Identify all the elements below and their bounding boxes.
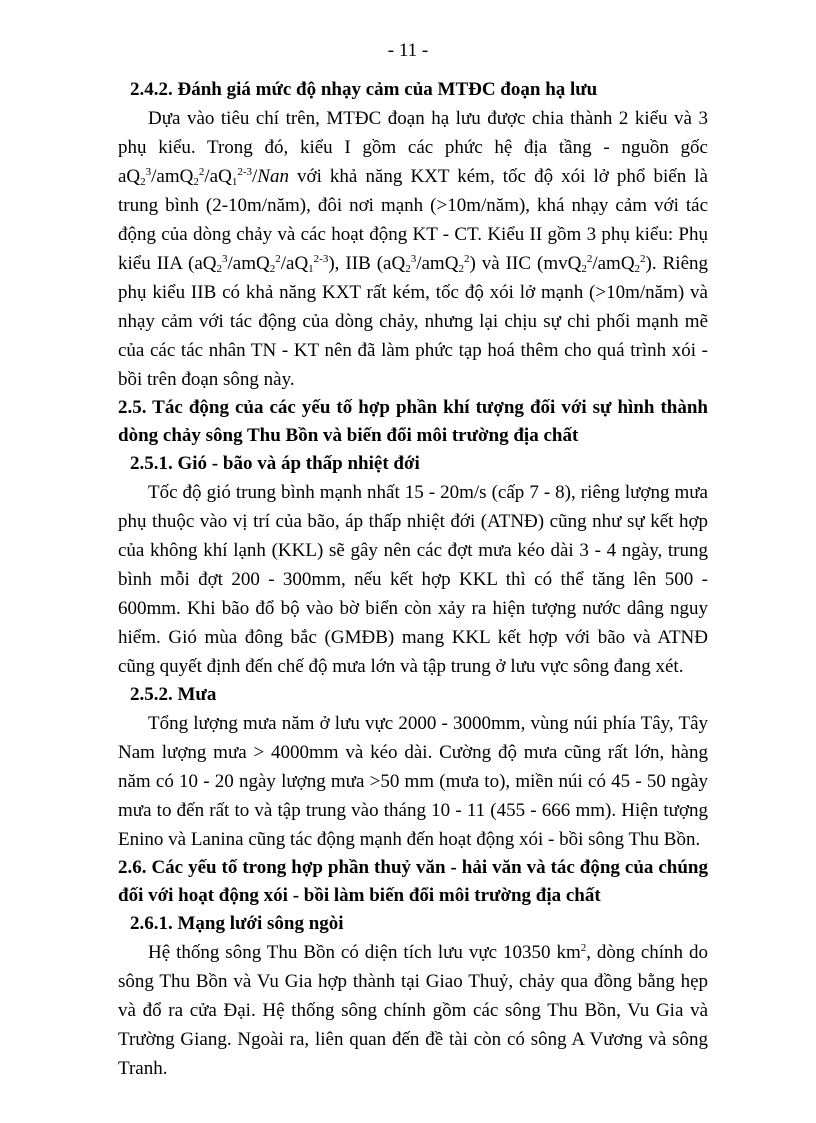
heading-2-5-2: 2.5.2. Mưa [130,684,217,705]
heading-2-6: 2.6. Các yếu tố trong hợp phần thuỷ văn - hải văn và tác động của chúng đối với hoạt động xói - bồi làm biến đổi môi trường địa chất [118,857,708,906]
superscript: 3 [410,253,417,265]
superscript: 2-3 [313,253,329,265]
superscript: 2-3 [237,166,252,178]
text-run: /aQ [280,253,309,274]
paragraph-river-network [118,938,708,1083]
page-number: - 11 - [387,40,429,61]
superscript: 3 [145,166,152,178]
superscript: 2 [275,253,281,265]
document-body [118,76,708,1083]
paragraph-wind-storm: Tốc độ gió trung bình mạnh nhất 15 - 20m/s (cấp 7 - 8), riêng lượng mưa phụ thuộc vào vị trí của bão, áp thấp nhiệt đới (ATNĐ) cũng như sự kết hợp của không khí lạnh (KKL) sẽ gây nên các đợt mưa kéo dài 3 - 4 ngày, trung bình mỗi đợt 200 - 300mm, nếu kết hợp KKL thì có thể tăng lên 500 - 600mm. Khi bão đổ bộ vào bờ biển còn xảy ra hiện tượng nước dâng nguy hiểm. Gió mùa đông bắc (GMĐB) mang KKL kết hợp với bão và ATNĐ cũng quyết định đến chế độ mưa lớn và tập trung ở lưu vực sông đang xét. [118,482,708,677]
subscript: 2 [581,263,587,275]
superscript: 3 [222,253,228,265]
text-run: ), IIB (aQ [328,253,406,274]
text-run: /amQ [592,253,635,274]
heading-2-6-1: 2.6.1. Mạng lưới sông ngòi [130,913,344,934]
text-run: /amQ [227,253,270,274]
subscript: 2 [269,263,276,275]
superscript: 2 [198,166,205,178]
superscript: 2 [586,253,593,265]
superscript: 2 [580,942,587,954]
subscript: 1 [231,176,238,188]
italic-text: Nan [257,166,289,187]
text-run: , dòng chính do sông Thu Bồn và Vu Gia hợp thành tại Giao Thuỷ, chảy qua đồng bằng hẹp và đổ ra cửa Đại. Hệ thống sông chính gồm các sông Thu Bồn, Vu Gia và Trường Giang. Ngoài ra, liên quan đến đề tài còn có sông A Vương và sông Tranh. [118,942,708,1079]
heading-2-5: 2.5. Tác động của các yếu tố hợp phần khí tượng đối với sự hình thành dòng chảy sông Thu Bồn và biến đổi môi trường địa chất [118,397,708,446]
text-run: / [251,166,258,187]
text-run: ). Riêng phụ kiểu IIB có khả năng KXT rất kém, tốc độ xói lở mạnh (>10m/năm) và nhạy cảm với tác động của dòng chảy, nhưng lại chịu sự chi phối mạnh mẽ của các tác nhân TN - KT nên đã làm phức tạp hoá thêm cho quá trình xói - bồi trên đoạn sông này. [118,253,708,390]
paragraph-sensitivity [118,104,708,394]
subscript: 2 [405,263,411,275]
text-run: /aQ [204,166,232,187]
superscript: 2 [640,253,646,265]
text-run: Hệ thống sông Thu Bồn có diện tích lưu vực 10350 km [148,942,581,963]
text-run: /amQ [416,253,459,274]
text-run: ) và IIC (mvQ [469,253,582,274]
subscript: 2 [458,263,464,275]
text-run: /amQ [151,166,194,187]
subscript: 2 [634,263,641,275]
subscript: 2 [216,263,223,275]
paragraph-rain: Tổng lượng mưa năm ở lưu vực 2000 - 3000mm, vùng núi phía Tây, Tây Nam lượng mưa > 4000mm và kéo dài. Cường độ mưa cũng rất lớn, hàng năm có 10 - 20 ngày lượng mưa >50 mm (mưa to), miền núi có 45 - 50 ngày mưa to đến rất to và tập trung vào tháng 10 - 11 (455 - 666 mm). Hiện tượng Enino và Lanina cũng tác động mạnh đến hoạt động xói - bồi sông Thu Bồn. [118,713,708,850]
text-run: Dựa vào tiêu chí trên, MTĐC đoạn hạ lưu được chia thành 2 kiểu và 3 phụ kiểu. Trong đó, kiểu I gồm các phức hệ địa tầng - nguồn gốc aQ [118,108,708,187]
text-run: với khả năng KXT kém, tốc độ xói lở phổ biến là trung bình (2-10m/năm), đôi nơi mạnh (>10m/năm), khá nhạy cảm với tác động của dòng chảy và các hoạt động KT - CT. Kiểu II gồm 3 phụ kiểu: Phụ kiểu IIA (aQ [118,166,708,274]
superscript: 2 [463,253,470,265]
subscript: 1 [308,263,314,275]
subscript: 2 [140,176,146,188]
subscript: 2 [193,176,199,188]
heading-2-4-2: 2.4.2. Đánh giá mức độ nhạy cảm của MTĐC đoạn hạ lưu [130,79,598,100]
heading-2-5-1: 2.5.1. Gió - bão và áp thấp nhiệt đới [130,453,420,474]
